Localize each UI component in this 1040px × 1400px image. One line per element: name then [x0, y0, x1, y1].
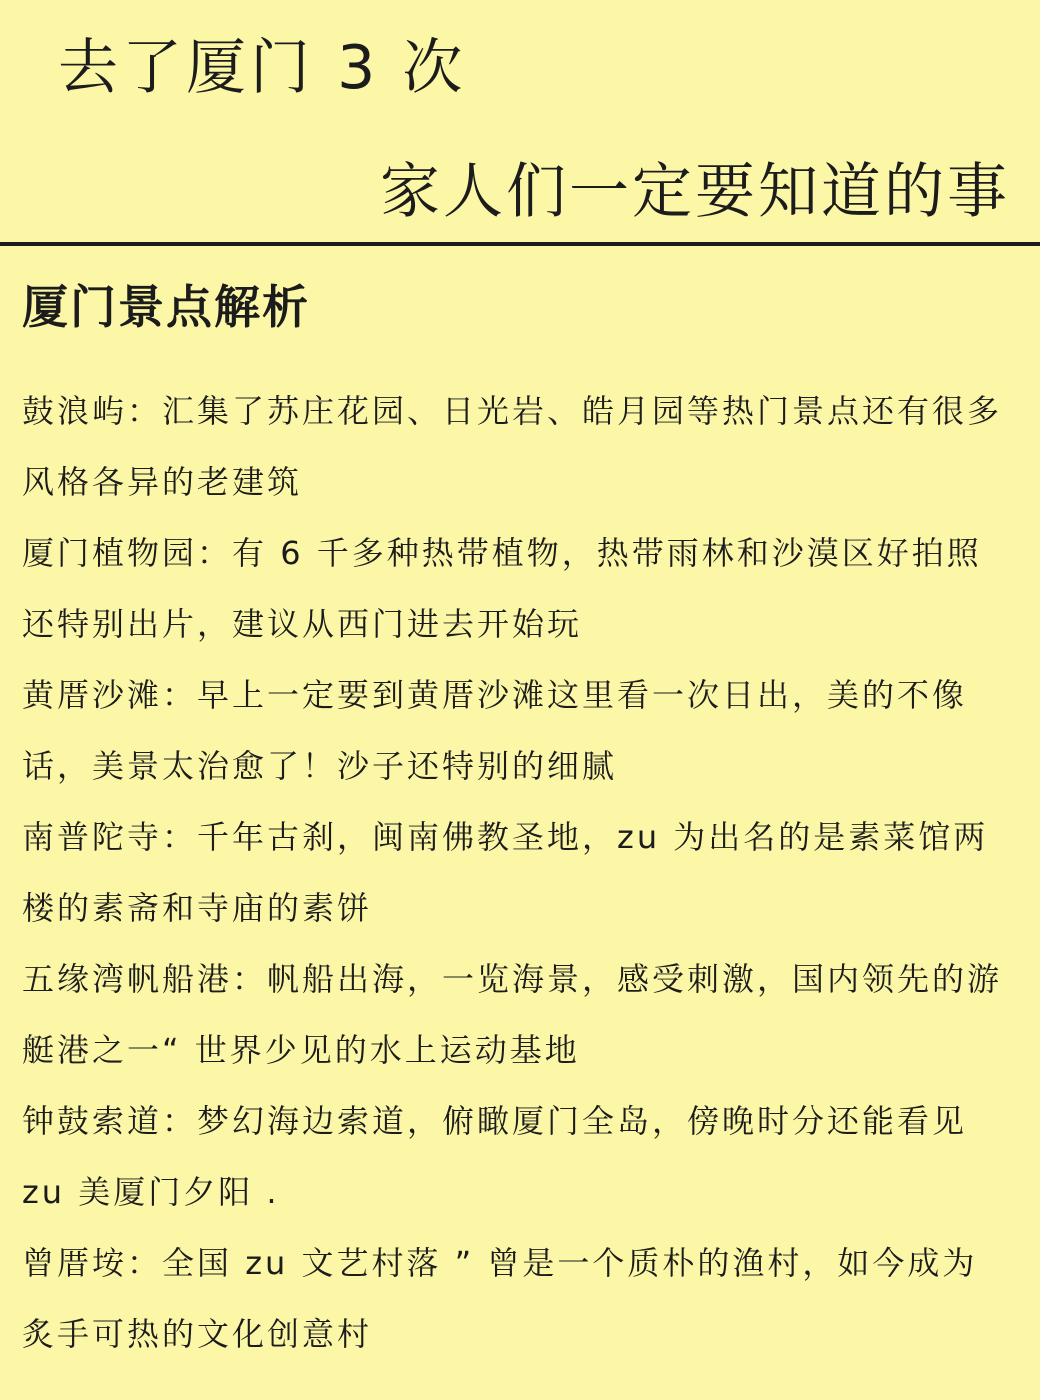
attraction-description: 有 6 千多种热带植物，热带雨林和沙漠区好拍照还特别出片，建议从西门进去开始玩: [22, 534, 982, 643]
attraction-description: 千年古刹，闽南佛教圣地，zu 为出名的是素菜馆两楼的素斋和寺庙的素饼: [22, 818, 989, 927]
attraction-item-gulangyu: [22, 376, 1012, 518]
attraction-item-wuyuan-bay-marina: [22, 944, 1012, 1086]
title-line-1: 去了厦门 3 次: [58, 33, 467, 103]
attraction-separator: ：: [232, 960, 268, 998]
attraction-name: 黄厝沙滩: [22, 676, 163, 714]
attraction-description: 早上一定要到黄厝沙滩这里看一次日出，美的不像话，美景太治愈了！沙子还特别的细腻: [22, 676, 968, 785]
attraction-item-zhonggu-cableway: [22, 1086, 1012, 1228]
attraction-item-nanputuo-temple: [22, 802, 1012, 944]
attraction-list: [22, 376, 1012, 1370]
header-divider: [0, 242, 1040, 246]
attraction-separator: ：: [162, 1102, 198, 1140]
attraction-name: 厦门植物园: [22, 534, 198, 572]
attraction-name: 五缘湾帆船港: [22, 960, 233, 998]
attraction-separator: ：: [197, 534, 233, 572]
attraction-separator: ：: [127, 392, 163, 430]
attraction-name: 南普陀寺: [22, 818, 163, 856]
attraction-name: 曾厝垵: [22, 1244, 128, 1282]
attraction-description: 汇集了苏庄花园、日光岩、皓月园等热门景点还有很多风格各异的老建筑: [22, 392, 1003, 501]
attraction-description: 帆船出海，一览海景，感受刺激，国内领先的游艇港之一“ 世界少见的水上运动基地: [22, 960, 1003, 1069]
title-line-2: 家人们一定要知道的事: [380, 157, 1010, 227]
attraction-separator: ：: [127, 1244, 163, 1282]
attraction-name: 钟鼓索道: [22, 1102, 163, 1140]
attraction-name: 鼓浪屿: [22, 392, 128, 430]
attraction-item-botanical-garden: [22, 518, 1012, 660]
attraction-separator: ：: [162, 676, 198, 714]
attraction-item-zengcuoan: [22, 1228, 1012, 1370]
attraction-separator: ：: [162, 818, 198, 856]
section-heading: 厦门景点解析: [22, 280, 310, 334]
attraction-description: 全国 zu 文艺村落 ” 曾是一个质朴的渔村，如今成为炙手可热的文化创意村: [22, 1244, 978, 1353]
attraction-description: 梦幻海边索道，俯瞰厦门全岛，傍晚时分还能看见 zu 美厦门夕阳 .: [22, 1102, 968, 1211]
attraction-item-huangcuo-beach: [22, 660, 1012, 802]
